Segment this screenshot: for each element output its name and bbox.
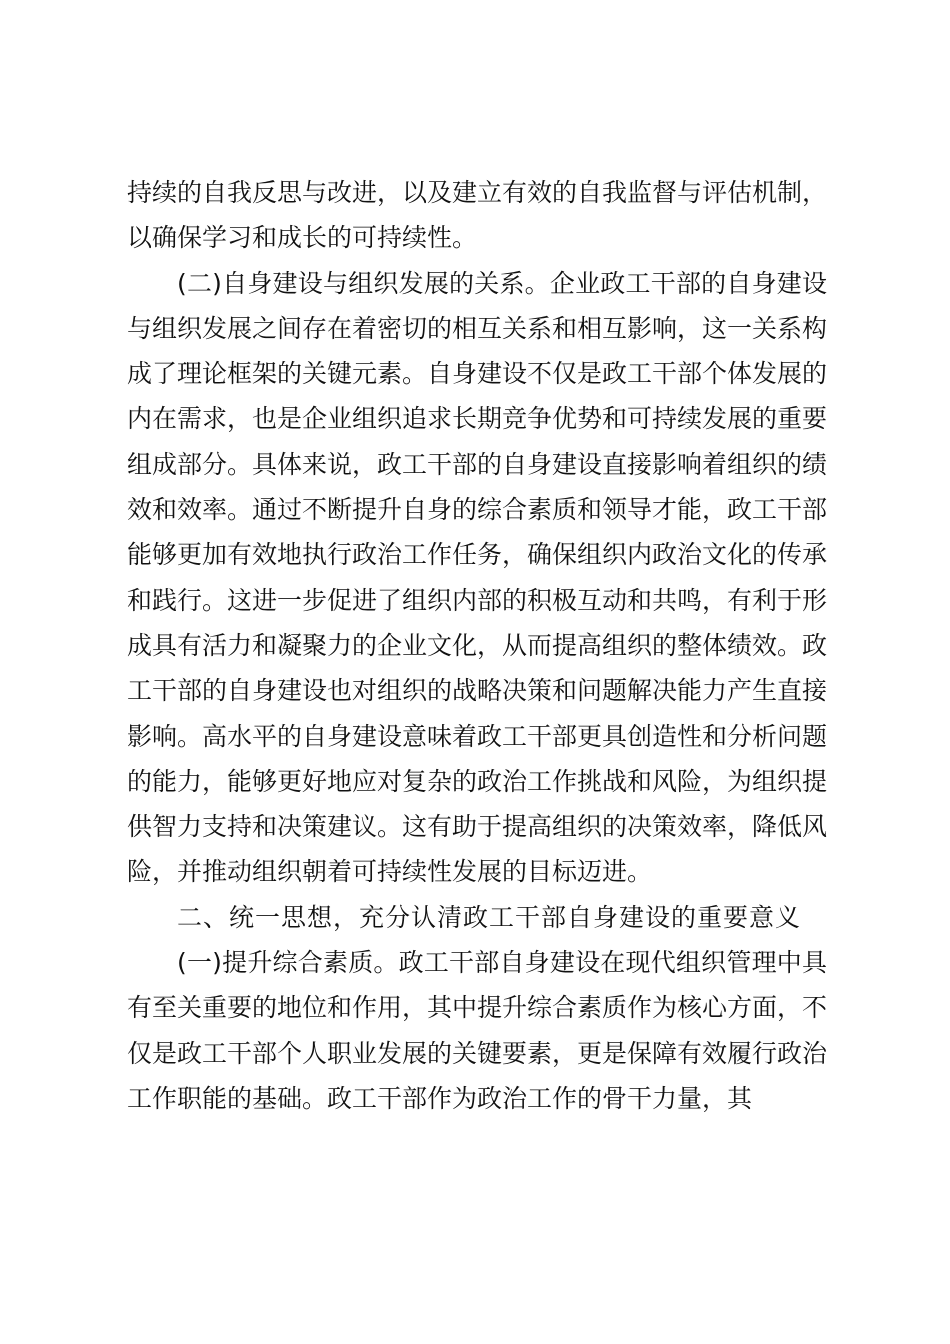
- paragraph-section-2: (二)自身建设与组织发展的关系。企业政工干部的自身建设与组织发展之间存在着密切的相互关系和相互影响，这一关系构成了理论框架的关键元素。自身建设不仅是政工干部个体发展的内在需求，也是企业组织追求长期竞争优势和可持续发展的重要组成部分。具体来说，政工干部的自身建设直接影响着组织的绩效和效率。通过不断提升自身的综合素质和领导才能，政工干部能够更加有效地执行政治工作任务，确保组织内政治文化的传承和践行。这进一步促进了组织内部的积极互动和共鸣，有利于形成具有活力和凝聚力的企业文化，从而提高组织的整体绩效。政工干部的自身建设也对组织的战略决策和问题解决能力产生直接影响。高水平的自身建设意味着政工干部更具创造性和分析问题的能力，能够更好地应对复杂的政治工作挑战和风险，为组织提供智力支持和决策建议。这有助于提高组织的决策效率，降低风险，并推动组织朝着可持续性发展的目标迈进。: [127, 268, 828, 887]
- section-heading: 二、统一思想，充分认清政工干部自身建设的重要意义: [177, 902, 802, 932]
- paragraph-section-1: (一)提升综合素质。政工干部自身建设在现代组织管理中具有至关重要的地位和作用，其中提升综合素质作为核心方面，不仅是政工干部个人职业发展的关键要素，更是保障有效履行政治工作职能的基础。政工干部作为政治工作的骨干力量，其: [127, 948, 828, 1113]
- paragraph-continuation: 持续的自我反思与改进，以及建立有效的自我监督与评估机制，以确保学习和成长的可持续性。: [127, 178, 828, 253]
- document-body: [127, 170, 827, 1121]
